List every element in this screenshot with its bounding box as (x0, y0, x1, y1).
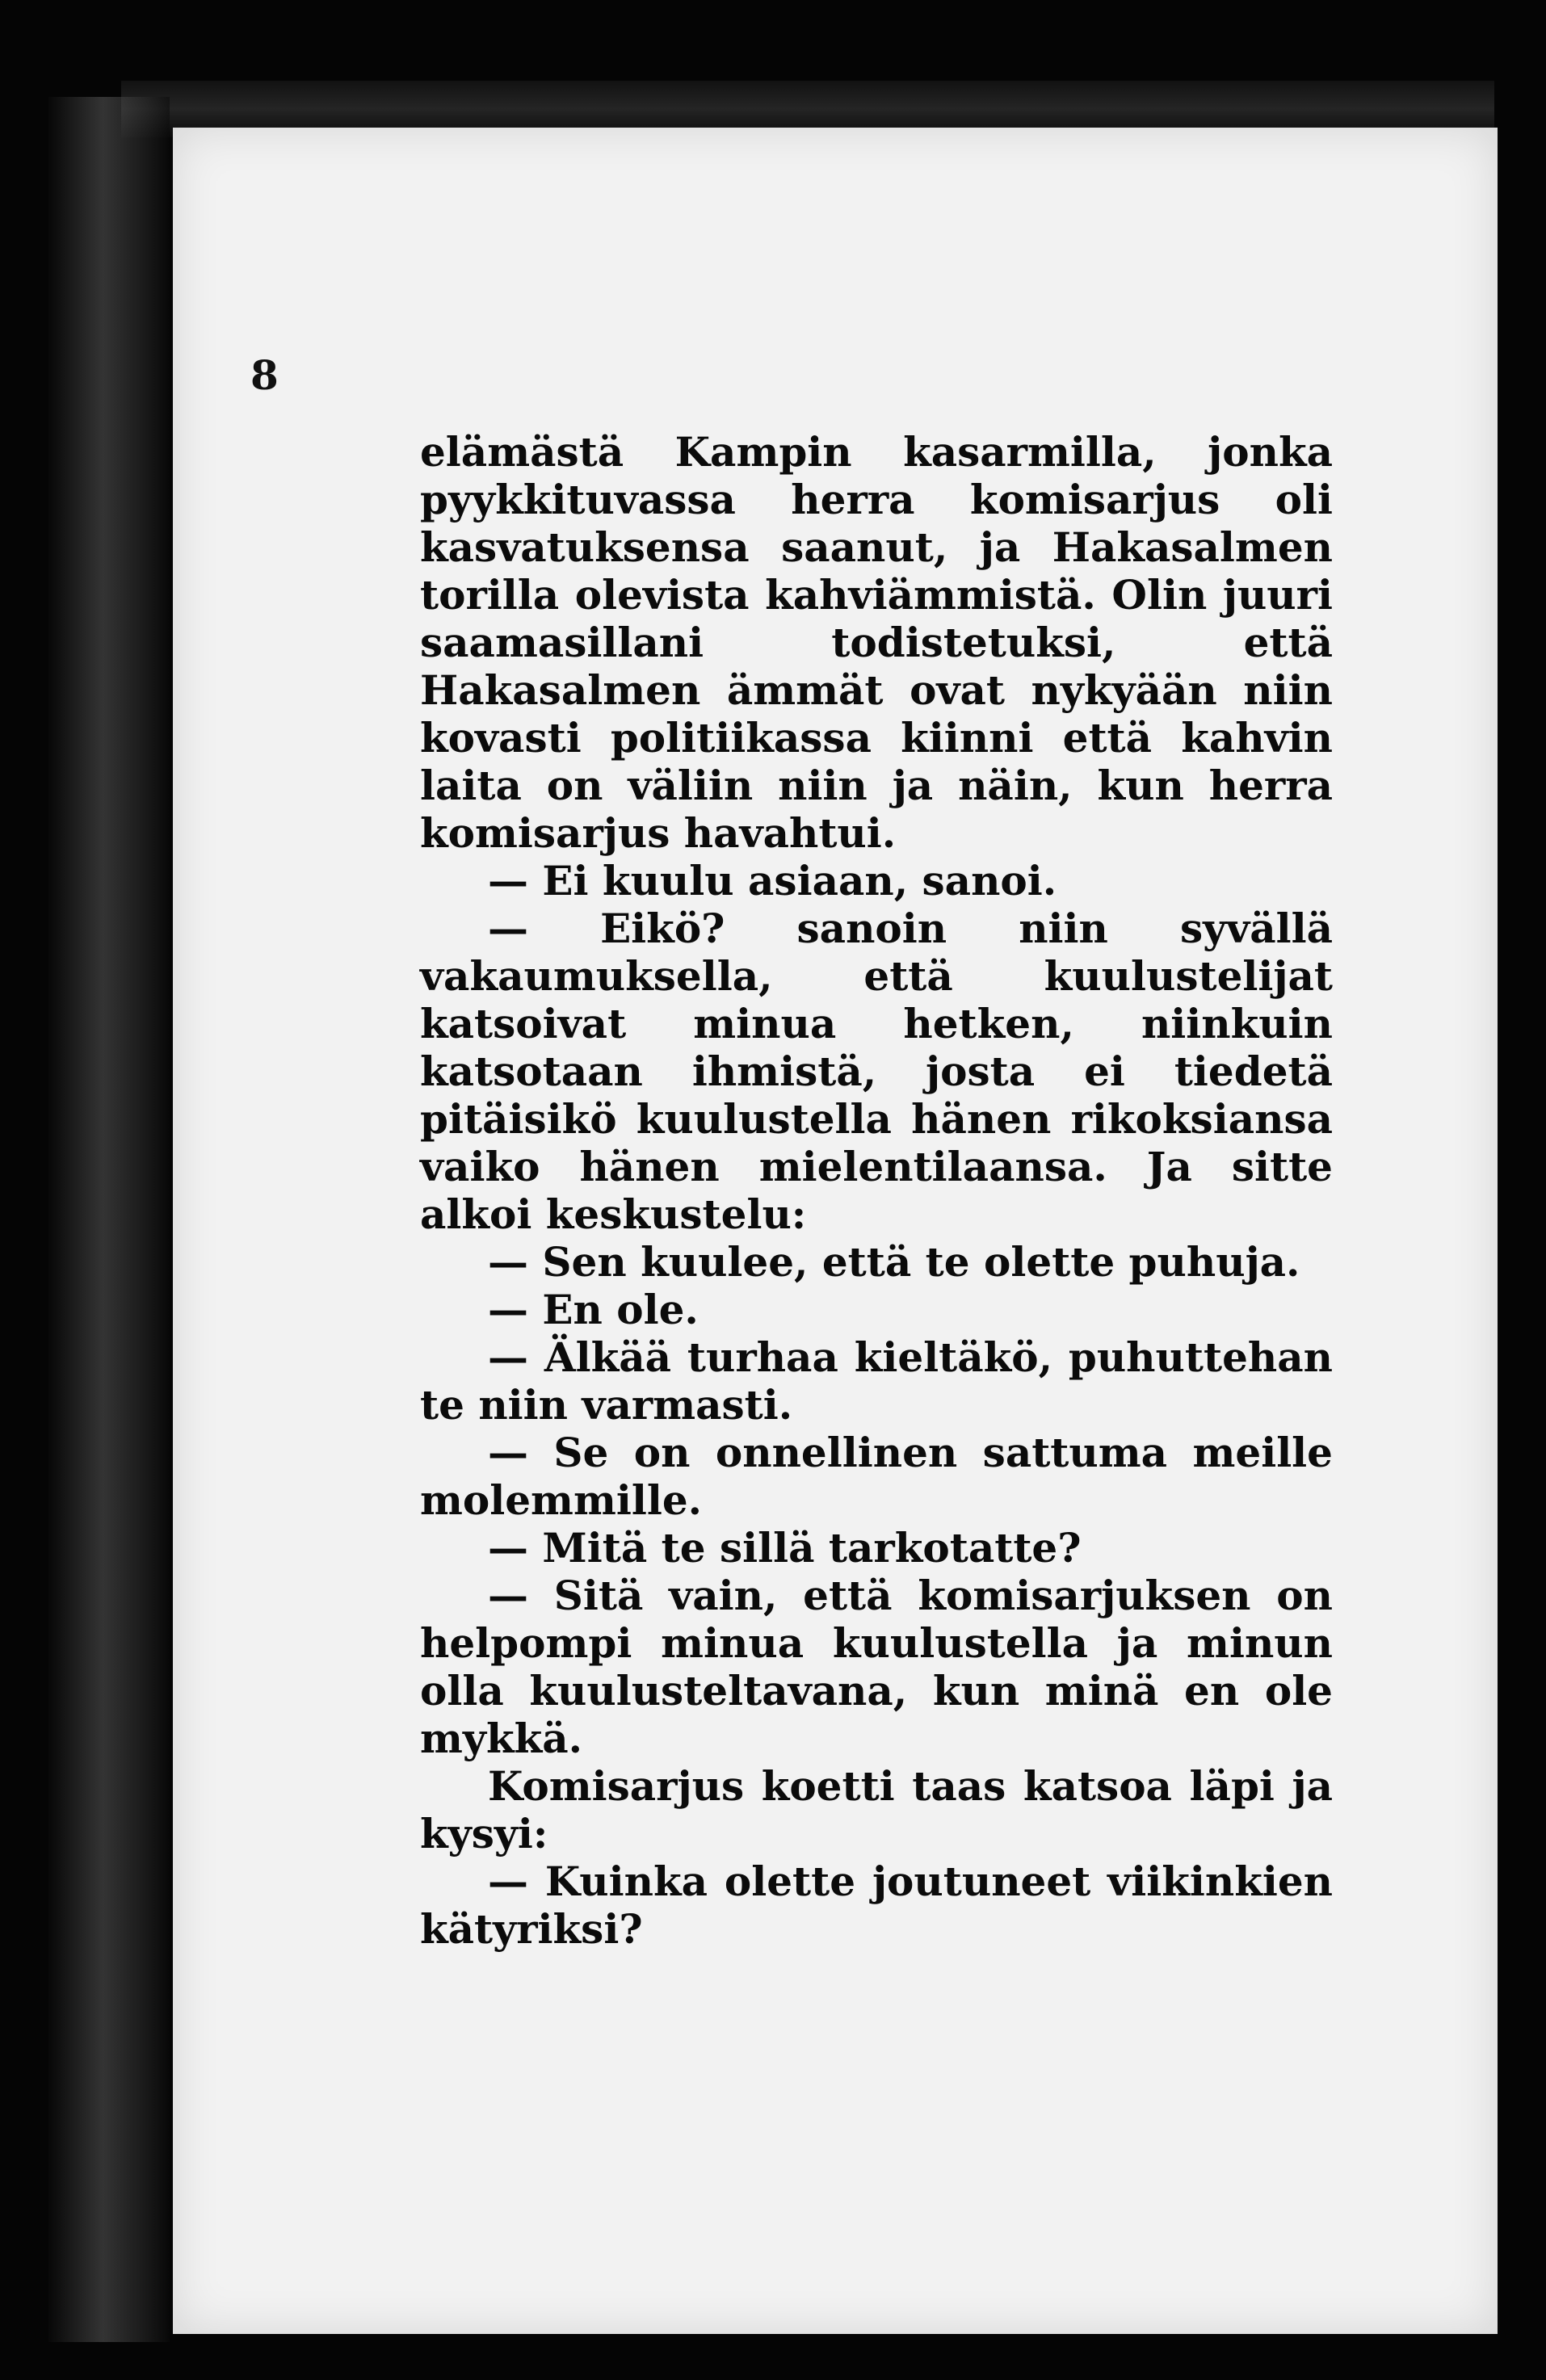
paragraph: Komisarjus koetti taas katsoa läpi ja kysyi: (420, 1762, 1333, 1857)
paragraph: — Se on onnellinen sattuma meille molemmille. (420, 1429, 1333, 1524)
paragraph: elämästä Kampin kasarmilla, jonka pyykkituvassa herra komisarjus oli kasvatuksensa saanut, ja Hakasalmen torilla olevista kahviämmistä. Olin juuri saamasillani todistetuksi, että Hakasalmen ämmät ovat nykyään niin kovasti politiikassa kiinni että kahvin laita on väliin niin ja näin, kun herra komisarjus havahtui. (420, 428, 1333, 857)
paragraph: — Mitä te sillä tarkotatte? (488, 1524, 1082, 1572)
paragraph: — Sen kuulee, että te olette puhuja. (488, 1238, 1300, 1286)
paragraph: — En ole. (488, 1286, 699, 1333)
paragraph: — Sitä vain, että komisarjuksen on helpompi minua kuulustella ja minun olla kuulusteltavana, kun minä en ole mykkä. (420, 1572, 1333, 1762)
paragraph: — Ei kuulu asiaan, sanoi. (488, 857, 1057, 905)
paragraph: — Eikö? sanoin niin syvällä vakaumuksella, että kuulustelijat katsoivat minua hetken, niinkuin katsotaan ihmistä, josta ei tiedetä pitäisikö kuulustella hänen rikoksiansa vaiko hänen mielentilaansa. Ja sitte alkoi keskustelu: (420, 905, 1333, 1238)
paragraph: — Kuinka olette joutuneet viikinkien kätyriksi? (420, 1857, 1333, 1953)
scan-border-left (48, 97, 170, 2342)
paragraph: — Älkää turhaa kieltäkö, puhuttehan te niin varmasti. (420, 1333, 1333, 1429)
page-number: 8 (250, 351, 279, 399)
page-text (420, 428, 1333, 1953)
